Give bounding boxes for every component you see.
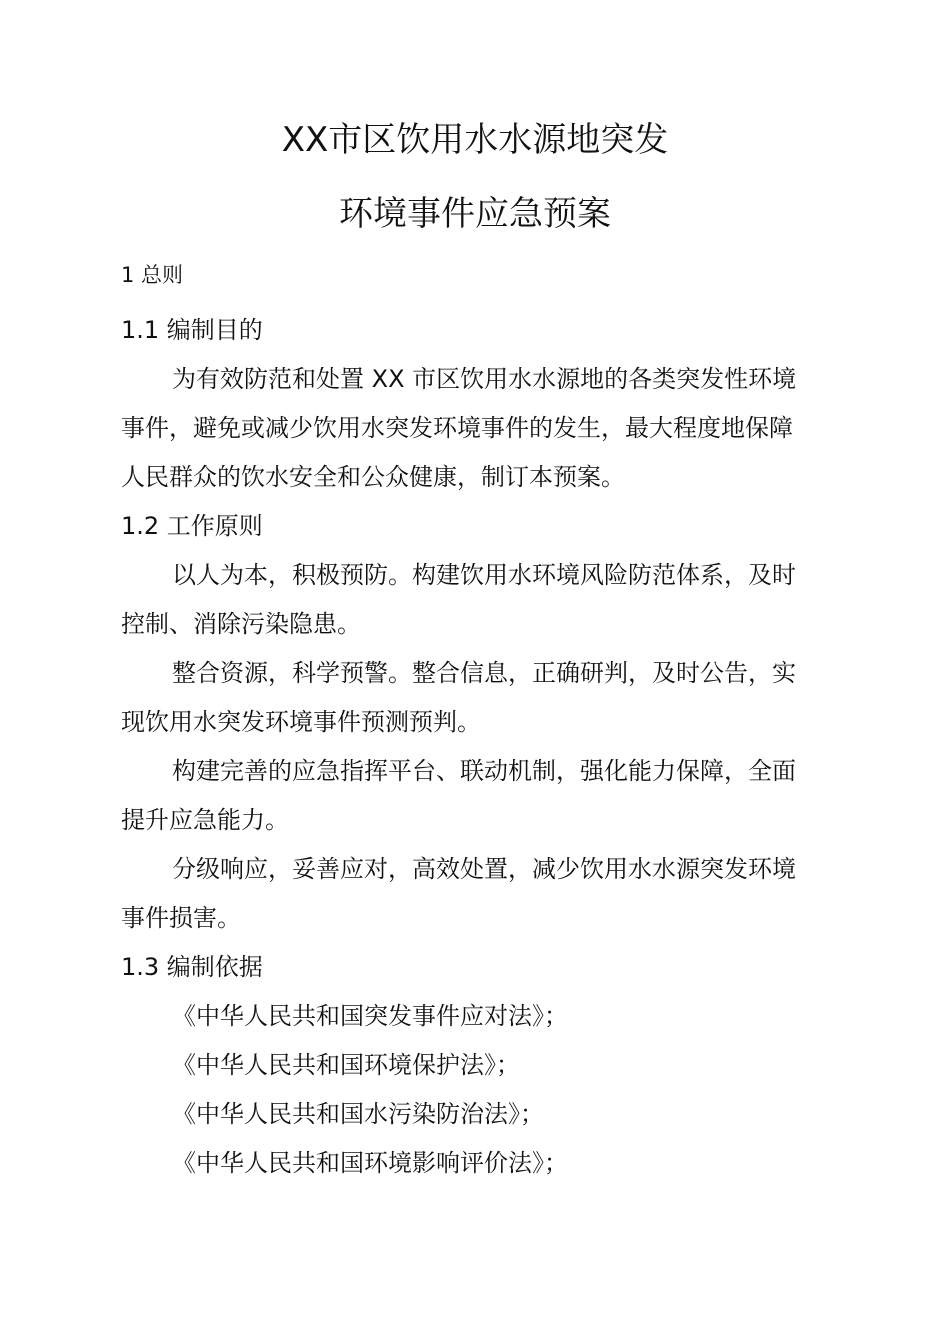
basis-item: 《中华人民共和国水污染防治法》； (172, 1100, 544, 1128)
principle-4-line-1: 分级响应，妥善应对，高效处置，减少饮用水水源突发环境 (172, 855, 796, 883)
basis-item: 《中华人民共和国环境影响评价法》； (172, 1149, 568, 1177)
purpose-paragraph-line-2: 事件，避免或减少饮用水突发环境事件的发生，最大程度地保障 (121, 414, 793, 442)
section-heading-principles: 1.2 工作原则 (121, 512, 263, 540)
section-heading-purpose: 1.1 编制目的 (121, 316, 263, 344)
principle-2-line-1: 整合资源，科学预警。整合信息，正确研判，及时公告，实 (172, 659, 796, 687)
principle-1-line-2: 控制、消除污染隐患。 (121, 610, 361, 638)
basis-item: 《中华人民共和国突发事件应对法》； (172, 1002, 568, 1030)
section-heading-general: 1 总则 (121, 263, 184, 287)
principle-2-line-2: 现饮用水突发环境事件预测预判。 (121, 708, 481, 736)
section-heading-basis: 1.3 编制依据 (121, 953, 263, 981)
document-title-line-1: XX市区饮用水水源地突发 (281, 120, 669, 160)
principle-4-line-2: 事件损害。 (121, 904, 241, 932)
purpose-paragraph-line-3: 人民群众的饮水安全和公众健康，制订本预案。 (121, 463, 625, 491)
principle-3-line-1: 构建完善的应急指挥平台、联动机制，强化能力保障，全面 (172, 757, 796, 785)
basis-item: 《中华人民共和国环境保护法》； (172, 1051, 520, 1079)
principle-1-line-1: 以人为本，积极预防。构建饮用水环境风险防范体系，及时 (172, 561, 796, 589)
document-title-line-2: 环境事件应急预案 (339, 194, 611, 234)
purpose-paragraph-line-1: 为有效防范和处置 XX 市区饮用水水源地的各类突发性环境 (172, 365, 797, 393)
principle-3-line-2: 提升应急能力。 (121, 806, 289, 834)
